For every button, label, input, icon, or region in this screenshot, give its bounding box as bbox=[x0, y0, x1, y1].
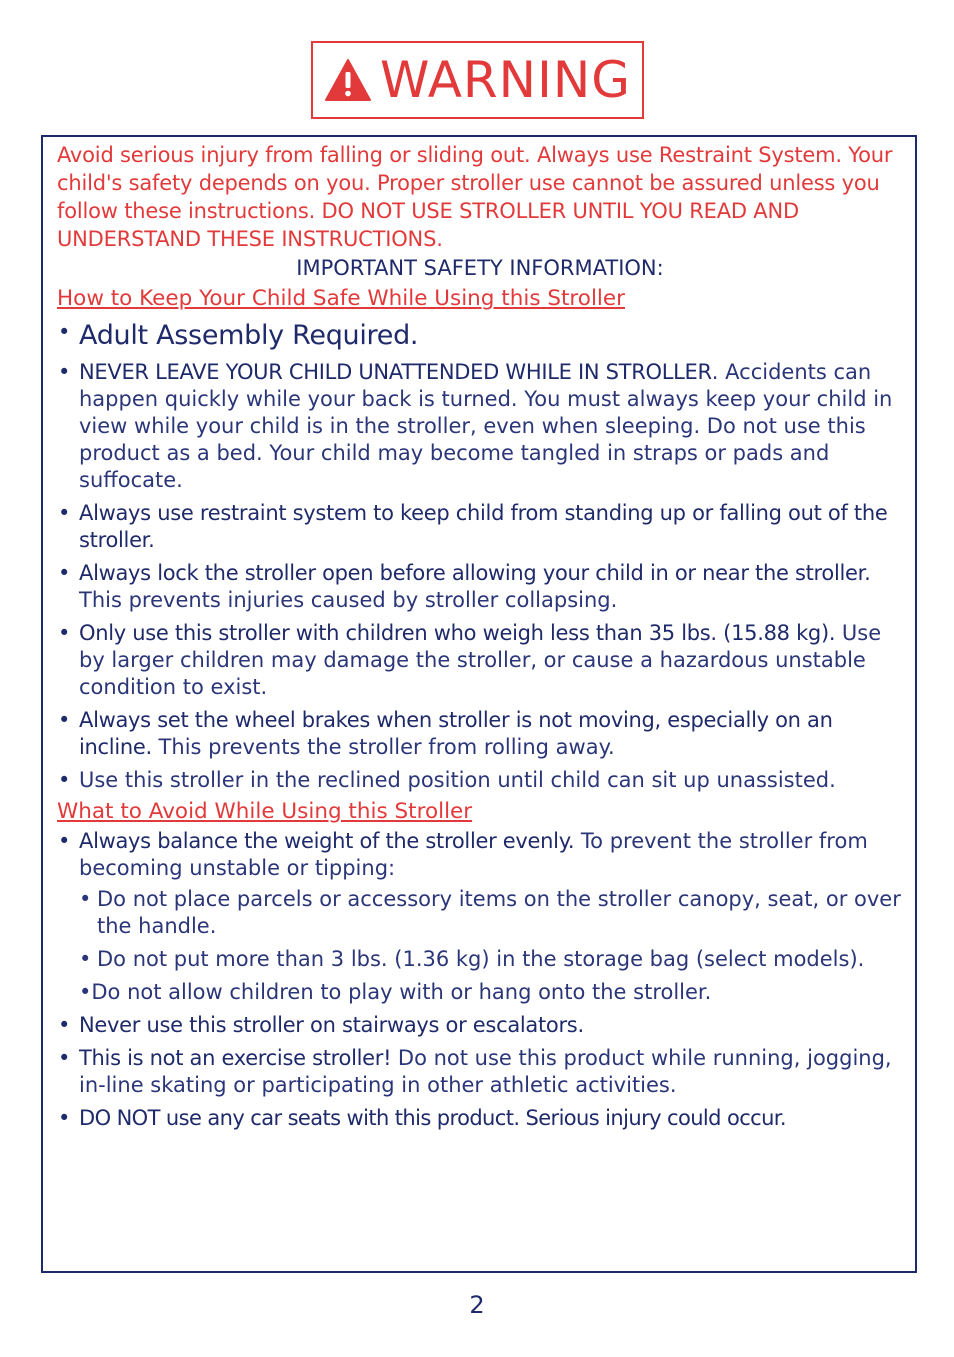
item-bold-text: Only use this stroller with children who weigh less than 35 lbs. (15.88 kg). bbox=[79, 621, 836, 645]
list-item bbox=[57, 1012, 903, 1039]
sub-list-item: • Do not put more than 3 lbs. (1.36 kg) in the storage bag (select models). bbox=[79, 946, 903, 973]
item-body-text: To prevent the stroller from becoming unstable or tipping: bbox=[79, 829, 868, 880]
item-body-text: This prevents the stroller from rolling away. bbox=[151, 735, 615, 759]
item-bold-text: Never use this stroller on stairways or escalators. bbox=[79, 1013, 584, 1037]
item-bold-text: NEVER LEAVE YOUR CHILD UNATTENDED WHILE IN STROLLER bbox=[79, 360, 712, 384]
item-body-text: Use by larger children may damage the stroller, or cause a hazardous unstable condition to exist. bbox=[79, 621, 882, 699]
list-item bbox=[57, 767, 903, 794]
list-item bbox=[57, 359, 903, 494]
list-item bbox=[57, 319, 903, 353]
item-body-text: Use this stroller in the reclined position until child can sit up unassisted. bbox=[79, 768, 836, 792]
section-title-keep-safe: How to Keep Your Child Safe While Using this Stroller bbox=[57, 286, 625, 311]
list-item bbox=[57, 560, 903, 614]
intro-paragraph: Avoid serious injury from falling or sliding out. Always use Restraint System. Your child's safety depends on you. Proper stroller use cannot be assured unless you follow these instructions. DO NOT USE STROLLER UNTIL YOU READ AND UNDERSTAND THESE INSTRUCTIONS. bbox=[57, 143, 893, 251]
item-bold-text: Always use restraint system to keep child from standing up or falling out of the stroller. bbox=[79, 501, 888, 552]
warning-title: WARNING bbox=[380, 51, 631, 109]
item-bold-text: Always lock the stroller open before allowing your child in or near the stroller. bbox=[79, 561, 871, 585]
list-item bbox=[57, 1045, 903, 1099]
section-title-avoid: What to Avoid While Using this Stroller bbox=[57, 799, 473, 824]
list-item bbox=[57, 1105, 903, 1132]
list-item bbox=[57, 500, 903, 554]
list-item bbox=[57, 620, 903, 701]
list-item bbox=[57, 828, 903, 1006]
sub-inline-item: •Do not allow children to play with or hang onto the stroller. bbox=[79, 980, 712, 1004]
warning-content bbox=[57, 141, 903, 1138]
item-bold-text: DO NOT use any car seats with this product. Serious injury could occur. bbox=[79, 1106, 786, 1130]
warning-banner bbox=[311, 41, 644, 119]
item-bold-text: Adult Assembly Required. bbox=[79, 320, 419, 351]
item-body-text: . Accidents can happen quickly while your back is turned. You must always keep your child in view while your child is in the stroller, even when sleeping. Do not use this product as a bed. Your child may become tangled in straps or pads and suffocate. bbox=[79, 360, 893, 492]
item-bold-text: Always set the wheel brakes when stroller is not moving, especially on an incline. bbox=[79, 708, 833, 759]
item-body-text: Do not use this product while running, jogging, in-line skating or participating in other athletic activities. bbox=[79, 1046, 892, 1097]
avoid-list bbox=[57, 828, 903, 1132]
warning-triangle-icon bbox=[324, 58, 372, 102]
safety-list bbox=[57, 319, 903, 794]
item-bold-text: This is not an exercise stroller! bbox=[79, 1046, 392, 1070]
warning-content-box bbox=[41, 135, 917, 1273]
sub-list bbox=[79, 886, 903, 973]
item-body-text: This prevents injuries caused by stroller collapsing. bbox=[79, 588, 618, 612]
important-safety-heading: IMPORTANT SAFETY INFORMATION: bbox=[296, 256, 664, 280]
item-bold-text: Always balance the weight of the stroller evenly. bbox=[79, 829, 575, 853]
page-number: 2 bbox=[469, 1291, 485, 1319]
list-item bbox=[57, 707, 903, 761]
sub-list-item: • Do not place parcels or accessory items on the stroller canopy, seat, or over the handle. bbox=[79, 886, 903, 940]
